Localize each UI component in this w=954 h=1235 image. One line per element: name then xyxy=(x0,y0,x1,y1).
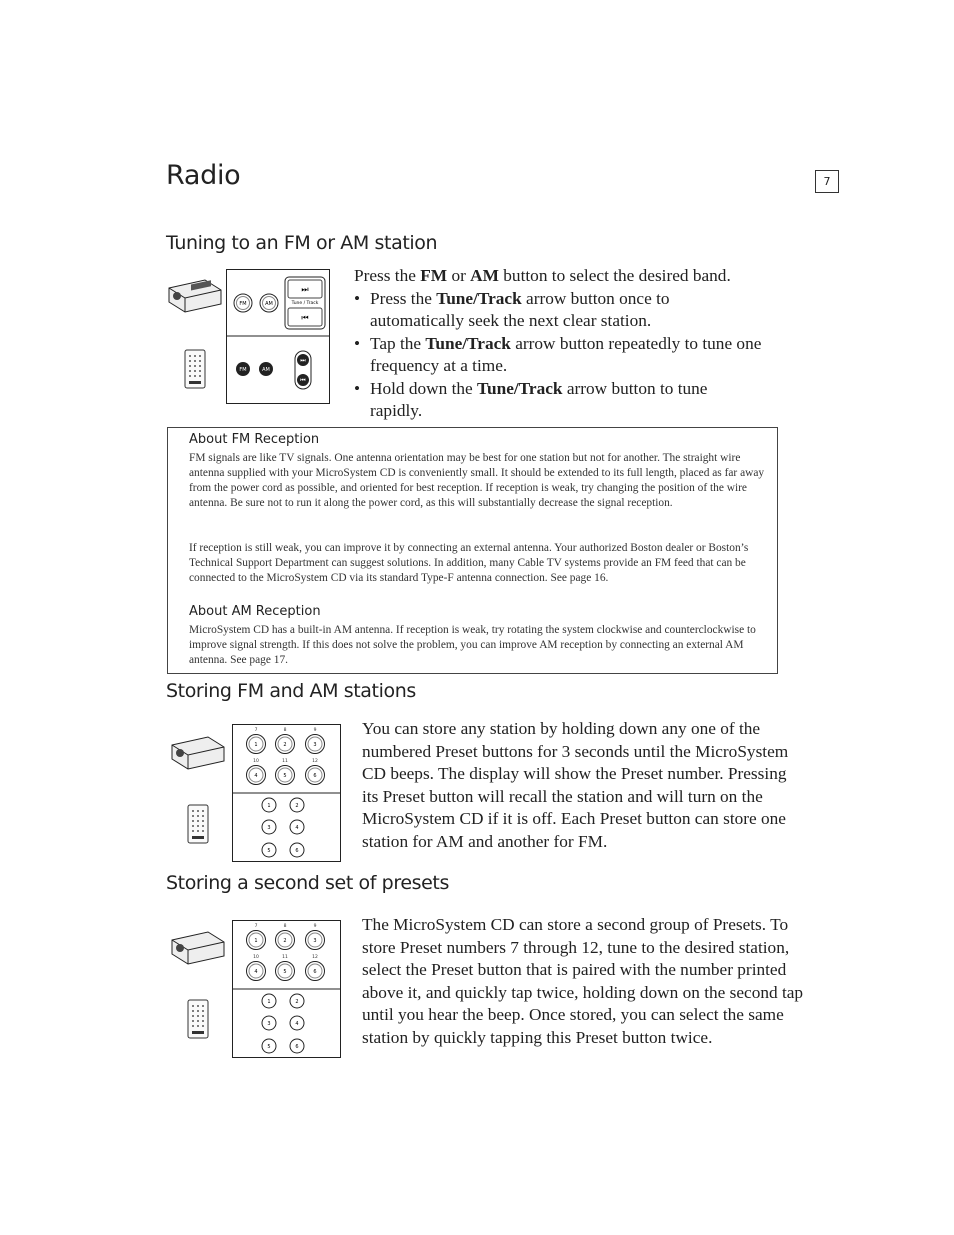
remote-am-button xyxy=(259,362,273,376)
unit-preset-button-3 xyxy=(306,931,325,950)
preset-buttons-diagram xyxy=(232,920,341,1058)
unit-preset-button-2 xyxy=(276,931,295,950)
unit-fm-button xyxy=(234,294,252,312)
preset-alt-label-9: 9 xyxy=(313,924,317,929)
device-thumbnail-icon xyxy=(168,930,230,1042)
microsystem-unit-icon xyxy=(172,737,224,769)
remote-control-icon xyxy=(185,350,205,388)
microsystem-unit-icon xyxy=(169,280,221,312)
svg-text:FM: FM xyxy=(239,367,247,373)
svg-text:3: 3 xyxy=(313,938,317,944)
svg-text:3: 3 xyxy=(313,742,317,748)
remote-control-icon xyxy=(188,1000,208,1038)
svg-text:1: 1 xyxy=(254,742,258,748)
tuning-bullet-1: • Press the Tune/Track arrow button once to automatically seek the next clear station. xyxy=(354,288,670,330)
fm-reception-paragraph-1: FM signals are like TV signals. One antenna orientation may be best for one station but not for another. The straight wire antenna supplied with your MicroSystem CD is conveniently small. It should be extended to its full length, placed as far away from the power cord as possible, and oriented for best reception. If reception is weak, try changing the position of the wire antenna. Be sure not to run it along the power cord, as this will substantially decrease the signal reception. xyxy=(189,452,765,509)
svg-text:1: 1 xyxy=(267,999,271,1005)
svg-text:6: 6 xyxy=(313,969,317,975)
fm-reception-paragraph-2: If reception is still weak, you can improve it by connecting an external antenna. Your authorized Boston dealer or Boston’s Technical Support Department can suggest solutions. In addition, many Cable TV systems provide an FM feed that can be connected to the MicroSystem CD via its standard Type-F antenna connection. See page 16. xyxy=(189,542,749,584)
preset-buttons-diagram xyxy=(232,724,341,862)
unit-preset-button-1 xyxy=(247,931,266,950)
svg-text:6: 6 xyxy=(295,848,299,854)
remote-control-icon xyxy=(188,805,208,843)
remote-preset-button-6 xyxy=(290,1039,304,1053)
remote-prev-icon: ⏮ xyxy=(300,377,306,384)
svg-text:2: 2 xyxy=(295,999,299,1005)
svg-text:2: 2 xyxy=(283,742,287,748)
page-title: Radio xyxy=(166,160,241,191)
preset-alt-label-7: 7 xyxy=(254,924,258,929)
remote-preset-button-3 xyxy=(262,820,276,834)
remote-preset-button-2 xyxy=(290,994,304,1008)
remote-preset-button-1 xyxy=(262,994,276,1008)
unit-am-button xyxy=(260,294,278,312)
svg-text:1: 1 xyxy=(267,803,271,809)
preset-alt-label-10: 10 xyxy=(253,955,259,960)
svg-text:6: 6 xyxy=(313,773,317,779)
preset-alt-label-12: 12 xyxy=(312,955,318,960)
svg-text:3: 3 xyxy=(267,1021,271,1027)
svg-text:FM: FM xyxy=(239,301,247,307)
remote-preset-button-3 xyxy=(262,1016,276,1030)
preset-alt-label-8: 8 xyxy=(283,924,287,929)
tuning-intro: Press the FM or AM button to select the desired band. xyxy=(354,266,731,285)
preset-alt-label-7: 7 xyxy=(254,728,258,733)
unit-preset-button-2 xyxy=(276,735,295,754)
remote-preset-button-1 xyxy=(262,798,276,812)
unit-preset-button-6 xyxy=(306,766,325,785)
microsystem-unit-icon xyxy=(172,932,224,964)
section-heading-tuning: Tuning to an FM or AM station xyxy=(166,232,438,254)
svg-text:1: 1 xyxy=(254,938,258,944)
remote-preset-button-6 xyxy=(290,843,304,857)
remote-preset-button-5 xyxy=(262,1039,276,1053)
svg-text:5: 5 xyxy=(283,969,287,975)
remote-preset-button-4 xyxy=(290,820,304,834)
unit-tune-track-buttons xyxy=(285,277,325,329)
storing-text: You can store any station by holding down any one of the numbered Preset buttons for 3 seconds until the MicroSystem CD beeps. The display will show the Preset number. Pressing its Preset button will recall the station and will turn on the MicroSystem CD if it is off. Each Preset button can store one station for AM and another for FM. xyxy=(362,719,789,851)
preset-alt-label-8: 8 xyxy=(283,728,287,733)
device-thumbnail-icon xyxy=(168,735,230,847)
unit-preset-button-4 xyxy=(247,962,266,981)
next-track-icon: ⏭ xyxy=(301,285,309,294)
svg-text:AM: AM xyxy=(265,301,273,307)
tuning-bullet-2: • Tap the Tune/Track arrow button repeatedly to tune one frequency at a time. xyxy=(354,333,762,375)
svg-text:2: 2 xyxy=(295,803,299,809)
svg-text:4: 4 xyxy=(295,1021,299,1027)
unit-preset-button-1 xyxy=(247,735,266,754)
svg-text:AM: AM xyxy=(262,367,270,373)
remote-preset-button-4 xyxy=(290,1016,304,1030)
remote-next-icon: ⏭ xyxy=(300,357,306,364)
prev-track-icon: ⏮ xyxy=(301,313,309,322)
svg-text:Tune / Track: Tune / Track xyxy=(291,301,319,306)
page-number: 7 xyxy=(815,170,839,193)
remote-preset-button-5 xyxy=(262,843,276,857)
am-reception-paragraph: MicroSystem CD has a built-in AM antenna. If reception is weak, try rotating the system clockwise and counterclockwise to improve signal strength. If this does not solve the problem, you can improve AM reception by connecting an external AM antenna. See page 17. xyxy=(189,624,756,666)
unit-preset-button-6 xyxy=(306,962,325,981)
preset-alt-label-11: 11 xyxy=(282,759,288,764)
svg-text:4: 4 xyxy=(254,773,258,779)
preset-alt-label-9: 9 xyxy=(313,728,317,733)
remote-preset-button-2 xyxy=(290,798,304,812)
tuning-bullet-3: • Hold down the Tune/Track arrow button to tune rapidly. xyxy=(354,378,708,420)
fm-reception-heading: About FM Reception xyxy=(189,432,320,447)
preset-alt-label-12: 12 xyxy=(312,759,318,764)
section-heading-storing: Storing FM and AM stations xyxy=(166,680,416,702)
svg-text:5: 5 xyxy=(283,773,287,779)
unit-preset-button-5 xyxy=(276,766,295,785)
remote-tune-track-buttons xyxy=(295,351,311,389)
svg-text:5: 5 xyxy=(267,1044,271,1050)
svg-text:6: 6 xyxy=(295,1044,299,1050)
unit-preset-button-4 xyxy=(247,766,266,785)
svg-text:5: 5 xyxy=(267,848,271,854)
fm-am-tune-diagram xyxy=(226,269,330,404)
svg-text:2: 2 xyxy=(283,938,287,944)
preset-alt-label-11: 11 xyxy=(282,955,288,960)
unit-preset-button-5 xyxy=(276,962,295,981)
svg-text:4: 4 xyxy=(295,825,299,831)
second-set-text: The MicroSystem CD can store a second group of Presets. To store Preset numbers 7 through 12, tune to the desired station, select the Preset button that is paired with the number printed above it, and quickly tap twice, holding down on the second tap until you hear the beep. Once stored, you can select the same station by quickly tapping this Preset button twice. xyxy=(362,915,804,1047)
reception-info-box xyxy=(167,427,778,674)
unit-preset-button-3 xyxy=(306,735,325,754)
tuning-instructions xyxy=(354,265,779,423)
preset-alt-label-10: 10 xyxy=(253,759,259,764)
device-thumbnail-icon xyxy=(165,278,227,390)
svg-text:4: 4 xyxy=(254,969,258,975)
svg-text:3: 3 xyxy=(267,825,271,831)
am-reception-heading: About AM Reception xyxy=(189,604,321,619)
section-heading-second-set: Storing a second set of presets xyxy=(166,872,449,894)
remote-fm-button xyxy=(236,362,250,376)
